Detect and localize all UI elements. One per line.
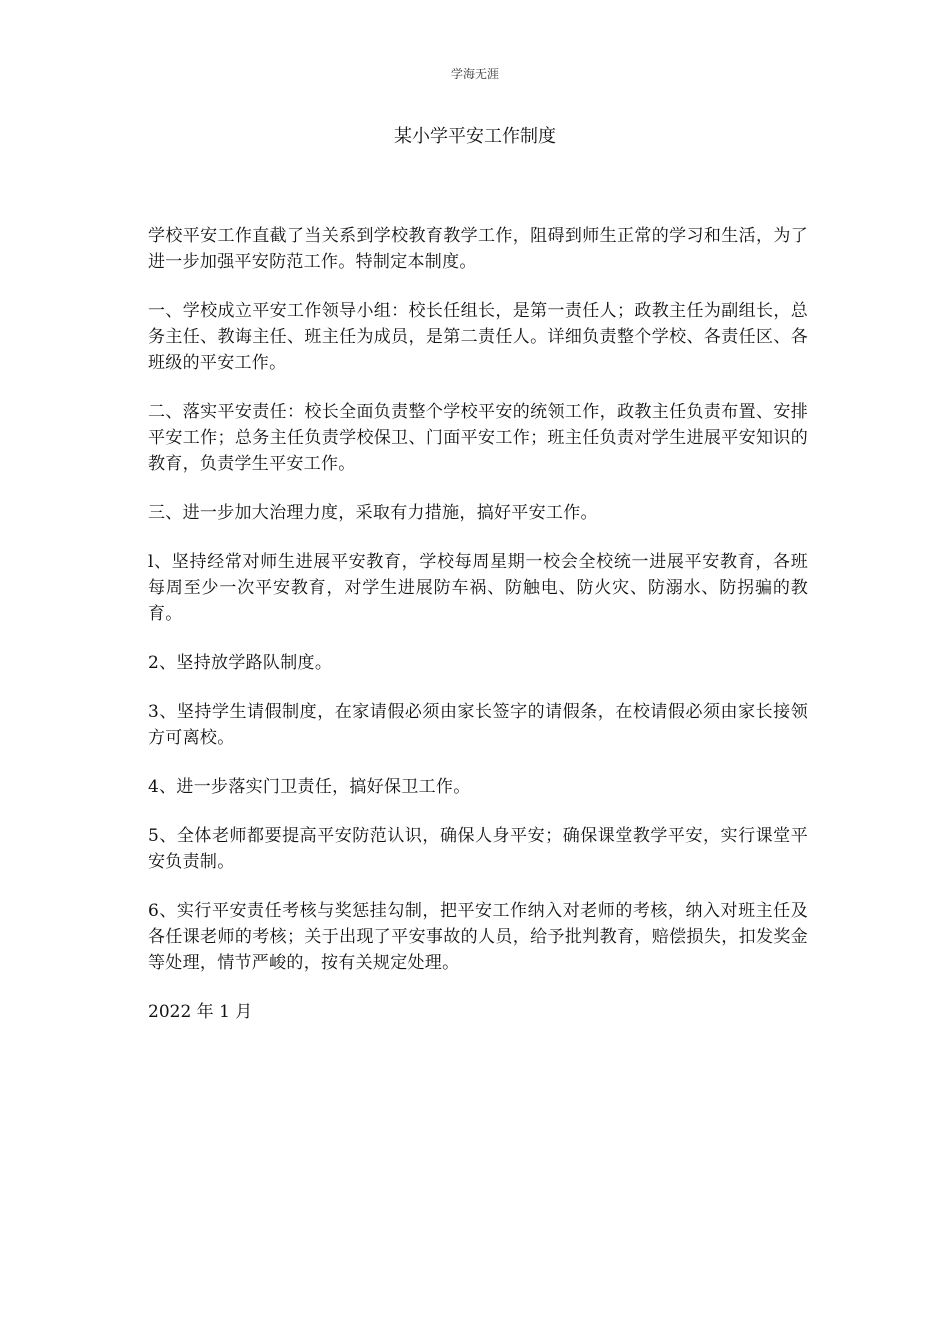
page-header: 学海无涯: [450, 67, 499, 81]
item-4-paragraph: 4、进一步落实门卫责任，搞好保卫工作。: [148, 777, 471, 797]
item-2-paragraph: 2、坚持放学路队制度。: [148, 653, 333, 673]
item-6-paragraph: 6、实行平安责任考核与奖惩挂勾制，把平安工作纳入对老师的考核，纳入对班主任及各任课老师的考核；关于出现了平安事故的人员，给予批判教育，赔偿损失，扣发奖金等处理，情节严峻的，按有关规定处理。: [148, 901, 808, 973]
section-one-paragraph: 一、学校成立平安工作领导小组：校长任组长，是第一责任人；政教主任为副组长，总务主任、教诲主任、班主任为成员，是第二责任人。详细负责整个学校、各责任区、各班级的平安工作。: [148, 301, 808, 373]
item-1-paragraph: l、坚持经常对师生进展平安教育，学校每周星期一校会全校统一进展平安教育，各班每周至少一次平安教育，对学生进展防车祸、防触电、防火灾、防溺水、防拐骗的教育。: [148, 552, 808, 624]
document-date: 2022 年 1 月: [148, 1002, 253, 1022]
item-5-paragraph: 5、全体老师都要提高平安防范认识，确保人身平安；确保课堂教学平安，实行课堂平安负责制。: [148, 826, 808, 872]
intro-paragraph: 学校平安工作直截了当关系到学校教育教学工作，阻碍到师生正常的学习和生活，为了进一步加强平安防范工作。特制定本制度。: [148, 226, 808, 272]
item-3-paragraph: 3、坚持学生请假制度，在家请假必须由家长签字的请假条，在校请假必须由家长接领方可离校。: [148, 702, 808, 748]
document-title: 某小学平安工作制度: [394, 126, 556, 147]
section-three-paragraph: 三、进一步加大治理力度，采取有力措施，搞好平安工作。: [148, 503, 598, 523]
document-body: [148, 223, 808, 1025]
section-two-paragraph: 二、落实平安责任：校长全面负责整个学校平安的统领工作，政教主任负责布置、安排平安工作；总务主任负责学校保卫、门面平安工作；班主任负责对学生进展平安知识的教育，负责学生平安工作。: [148, 402, 808, 474]
